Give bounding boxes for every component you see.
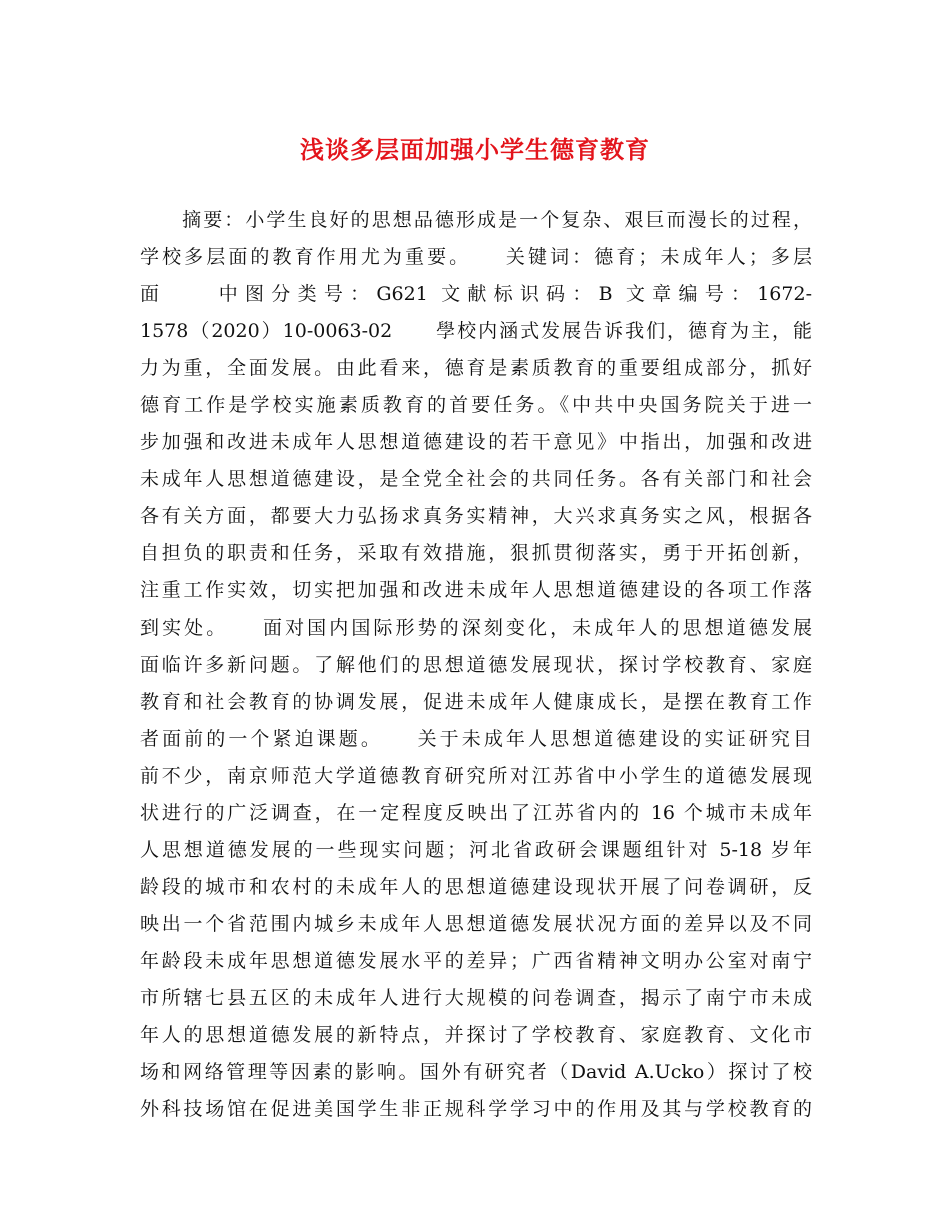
body-line-16: 前不少，南京师范大学道德教育研究所对江苏省中小学生的道德发展现 (140, 764, 812, 787)
body-line-8: 未成年人思想道德建设，是全党全社会的共同任务。各有关部门和社会 (140, 468, 812, 491)
body-line-21: 年龄段未成年思想道德发展水平的差异；广西省精神文明办公室对南宁 (140, 949, 812, 972)
body-line-18: 人思想道德发展的一些现实问题；河北省政研会课题组针对 5-18 岁年 (140, 838, 812, 861)
body-line-13: 面临许多新问题。了解他们的思想道德发展现状，探讨学校教育、家庭 (140, 653, 812, 676)
body-line-11: 注重工作实效，切实把加强和改进未成年人思想道德建设的各项工作落 (140, 579, 812, 602)
document-body (140, 202, 812, 1128)
body-line-12: 到实处。 面对国内国际形势的深刻变化，未成年人的思想道德发展 (140, 616, 812, 639)
body-line-1: 摘要：小学生良好的思想品德形成是一个复杂、艰巨而漫长的过程， (140, 209, 812, 231)
body-line-9: 各有关方面，都要大力弘扬求真务实精神，大兴求真务实之风，根据各 (140, 505, 812, 528)
body-line-14: 教育和社会教育的协调发展，促进未成年人健康成长，是摆在教育工作 (140, 690, 812, 713)
body-line-5: 力为重，全面发展。由此看来，德育是素质教育的重要组成部分，抓好 (140, 357, 812, 380)
body-line-23: 年人的思想道德发展的新特点，并探讨了学校教育、家庭教育、文化市 (140, 1024, 812, 1047)
body-line-24: 场和网络管理等因素的影响。国外有研究者（David A.Ucko）探讨了校 (140, 1061, 812, 1084)
document-title: 浅谈多层面加强小学生德育教育 (300, 136, 650, 164)
body-line-4: 1578（2020）10-0063-02 學校内涵式发展告诉我们，德育为主，能 (140, 320, 812, 343)
body-line-3: 面 中图分类号：G621 文献标识码：B 文章编号：1672- (140, 283, 812, 306)
body-line-22: 市所辖七县五区的未成年人进行大规模的问卷调查，揭示了南宁市未成 (140, 986, 812, 1009)
body-line-25: 外科技场馆在促进美国学生非正规科学学习中的作用及其与学校教育的 (140, 1098, 812, 1121)
body-line-2: 学校多层面的教育作用尤为重要。 关键词：德育；未成年人；多层 (140, 246, 812, 269)
body-line-7: 步加强和改进未成年人思想道德建设的若干意见》中指出，加强和改进 (140, 431, 812, 454)
body-line-17: 状进行的广泛调查，在一定程度反映出了江苏省内的 16 个城市未成年 (140, 801, 812, 824)
body-line-20: 映出一个省范围内城乡未成年人思想道德发展状况方面的差异以及不同 (140, 912, 812, 935)
body-line-19: 龄段的城市和农村的未成年人的思想道德建设现状开展了问卷调研，反 (140, 875, 812, 898)
body-line-10: 自担负的职责和任务，采取有效措施，狠抓贯彻落实，勇于开拓创新， (140, 542, 812, 565)
body-line-15: 者面前的一个紧迫课题。 关于未成年人思想道德建设的实证研究目 (140, 727, 812, 750)
body-line-6: 德育工作是学校实施素质教育的首要任务。《中共中央国务院关于进一 (140, 394, 812, 417)
